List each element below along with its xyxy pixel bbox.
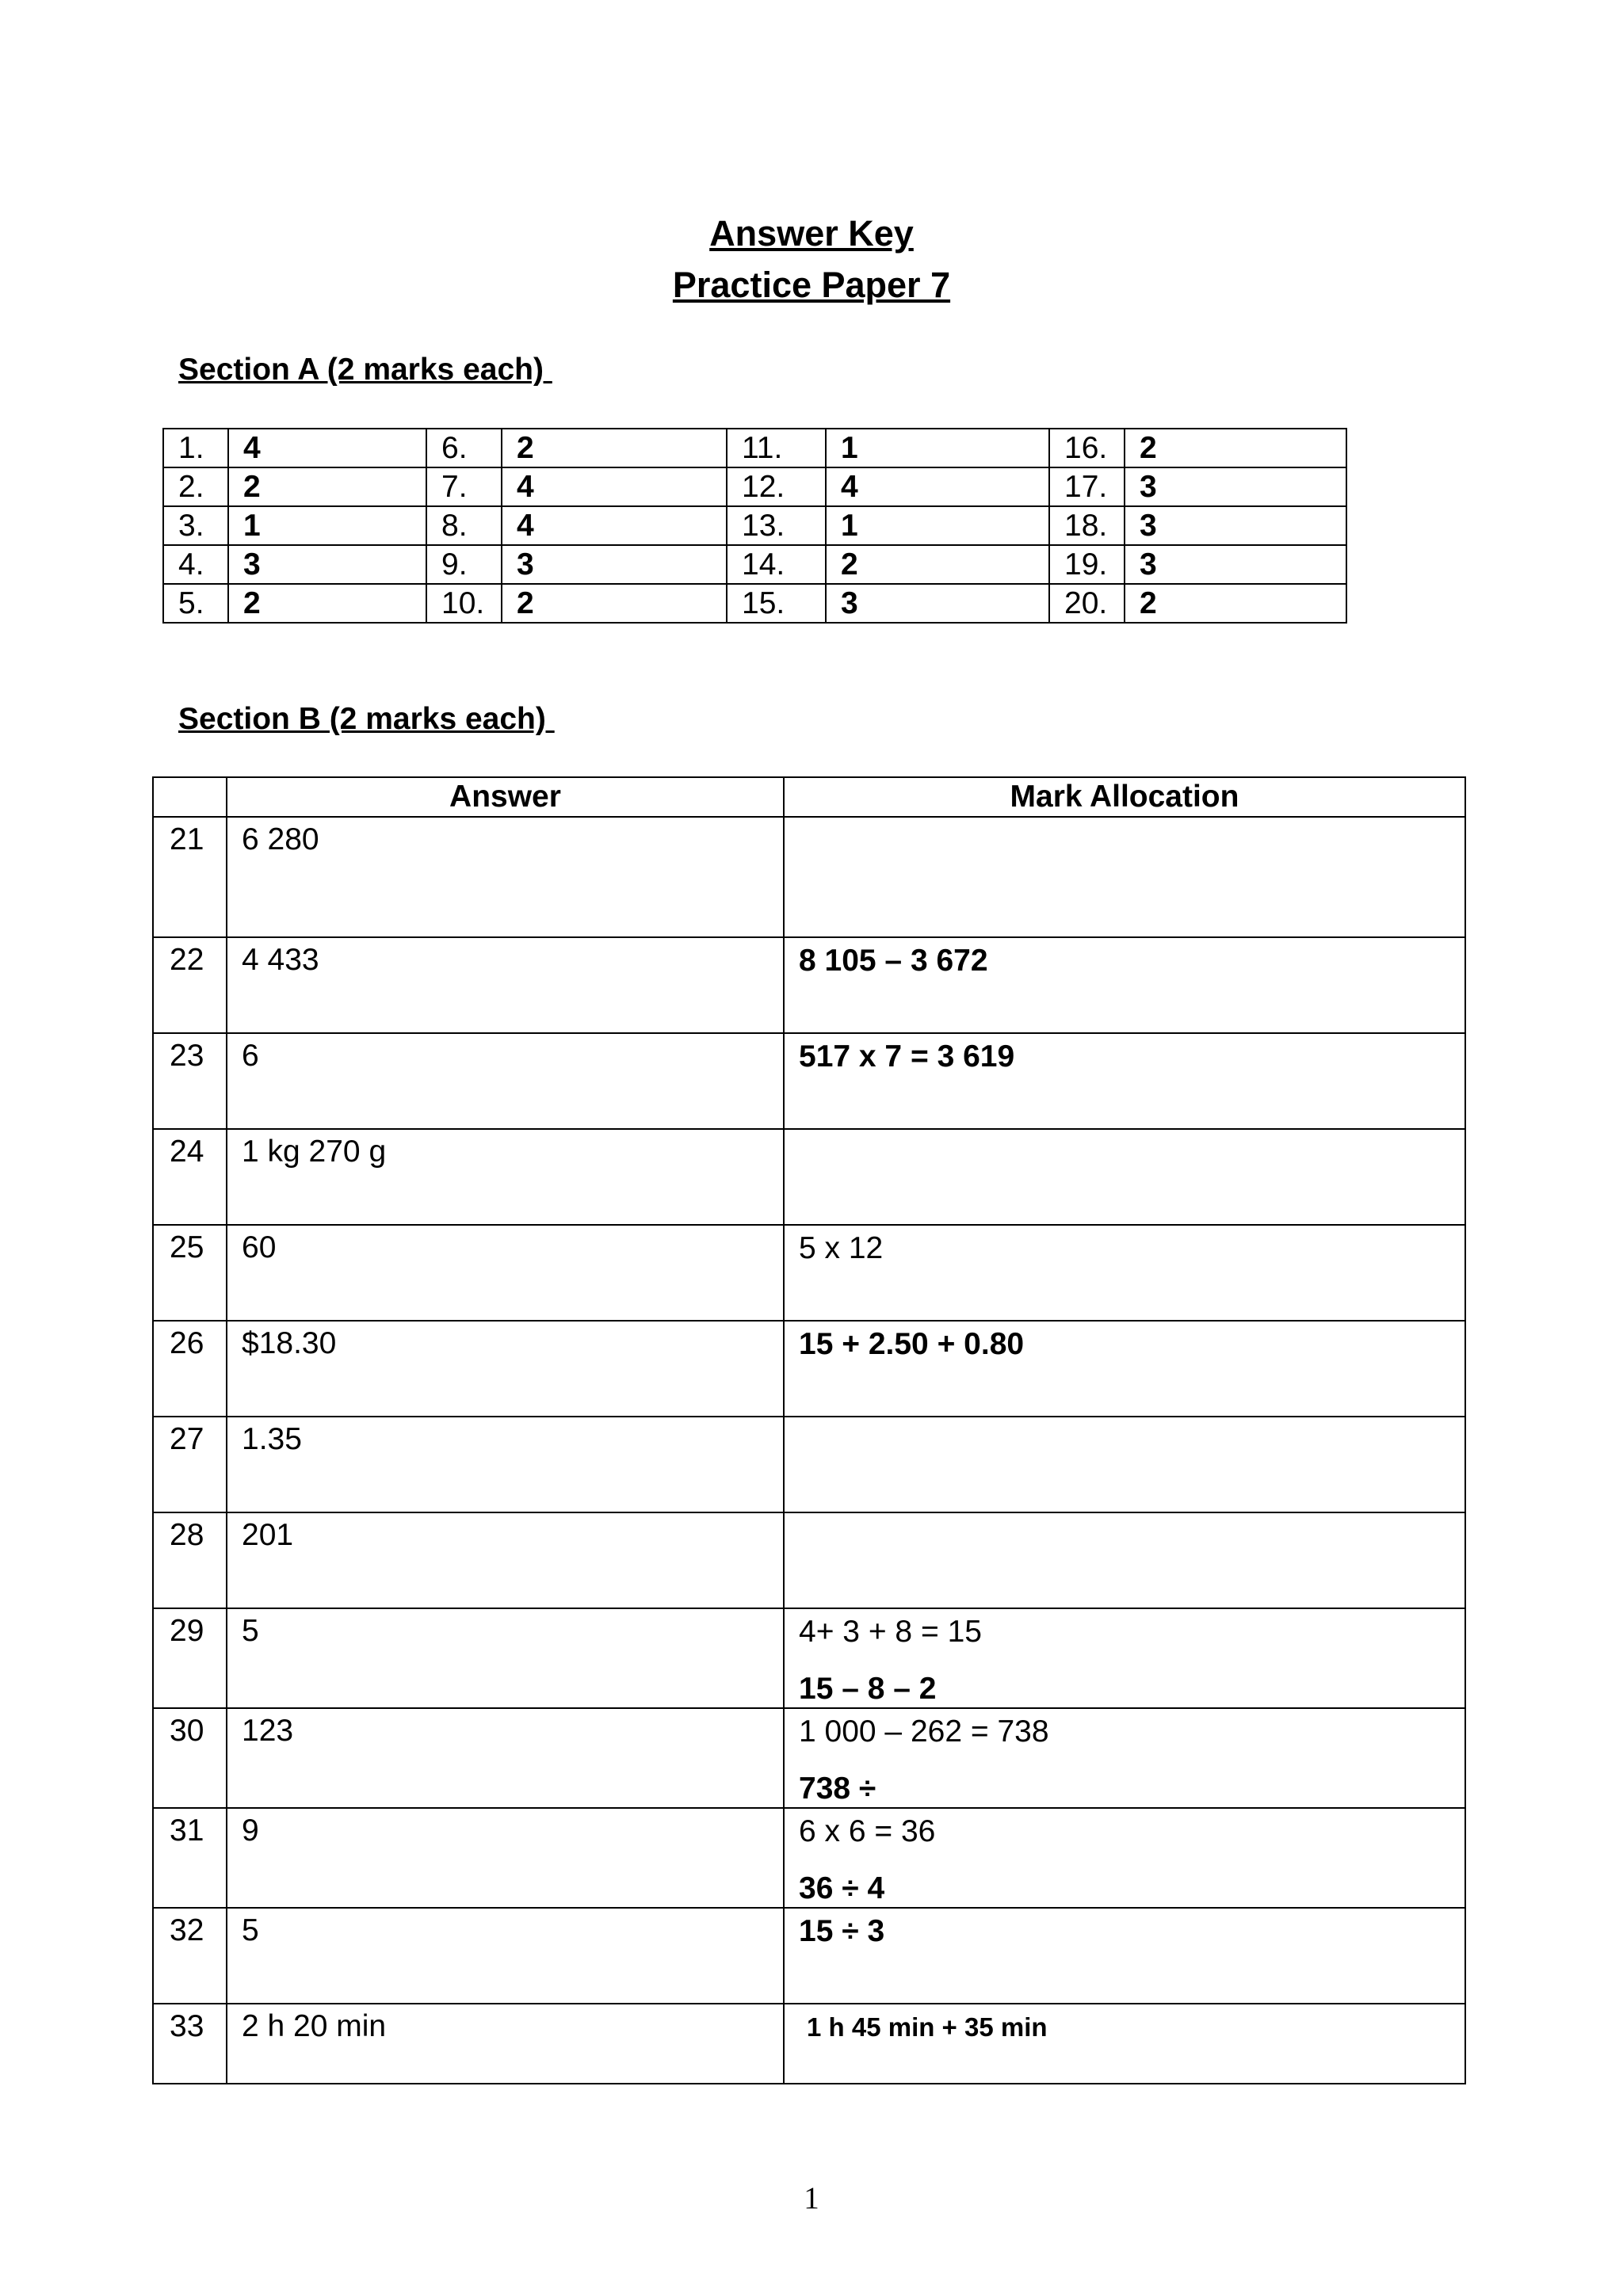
mark-allocation-cell [784,1908,1465,2004]
question-number: 26 [153,1321,227,1417]
working-line: 8 105 – 3 672 [799,944,988,978]
table-row [153,1033,1465,1129]
question-number: 21 [153,817,227,937]
table-row [163,506,1346,545]
working-line: 6 x 6 = 36 [799,1814,936,1848]
mark-allocation-cell [784,2004,1465,2084]
table-row [153,1808,1465,1908]
mark-allocation-cell [784,1321,1465,1417]
question-number: 5. [163,584,228,623]
answer-value: 1 [826,506,1049,545]
question-number: 15. [727,584,826,623]
mark-allocation-cell [784,1708,1465,1808]
question-number: 6. [426,429,502,467]
question-number: 9. [426,545,502,584]
answer-value: 2 [228,467,426,506]
answer-value: 1 [826,429,1049,467]
answer-cell: 2 h 20 min [227,2004,784,2084]
question-number: 3. [163,506,228,545]
working-line: 15 – 8 – 2 [799,1672,937,1706]
question-number: 4. [163,545,228,584]
question-number: 17. [1049,467,1125,506]
answer-value: 2 [228,584,426,623]
question-number: 16. [1049,429,1125,467]
section-b-heading: Section B (2 marks each) [178,702,555,736]
answer-cell: 6 280 [227,817,784,937]
answer-cell: 6 [227,1033,784,1129]
mark-allocation-column-header: Mark Allocation [784,777,1465,817]
answer-cell: 1 kg 270 g [227,1129,784,1225]
answer-value: 4 [826,467,1049,506]
table-row [163,545,1346,584]
mark-allocation-cell [784,1608,1465,1708]
section-a-heading: Section A (2 marks each) [178,353,552,387]
mark-allocation-cell [784,1808,1465,1908]
table-row [153,1321,1465,1417]
table-row [153,2004,1465,2084]
table-row [153,1417,1465,1512]
question-number: 31 [153,1808,227,1908]
question-number: 1. [163,429,228,467]
answer-value: 1 [228,506,426,545]
question-number: 2. [163,467,228,506]
answer-cell: 123 [227,1708,784,1808]
question-number: 10. [426,584,502,623]
answer-cell: 9 [227,1808,784,1908]
answer-value: 2 [502,584,727,623]
answer-value: 3 [826,584,1049,623]
answer-value: 3 [228,545,426,584]
mark-allocation-cell [784,937,1465,1033]
working-line: 1 h 45 min + 35 min [807,2012,1048,2042]
question-number: 25 [153,1225,227,1321]
page-title: Answer Key [709,213,914,254]
mark-allocation-cell [784,1417,1465,1512]
table-header-row [153,777,1465,817]
answer-value: 4 [228,429,426,467]
working-line: 15 + 2.50 + 0.80 [799,1327,1025,1361]
question-number: 29 [153,1608,227,1708]
mark-allocation-cell [784,1225,1465,1321]
table-row [153,1708,1465,1808]
answer-cell: 4 433 [227,937,784,1033]
answer-value: 2 [826,545,1049,584]
table-row [153,1512,1465,1608]
answer-value: 4 [502,467,727,506]
question-number: 32 [153,1908,227,2004]
answer-value: 4 [502,506,727,545]
answer-cell: 1.35 [227,1417,784,1512]
answer-column-header: Answer [227,777,784,817]
question-number: 24 [153,1129,227,1225]
question-number: 19. [1049,545,1125,584]
table-row [153,1908,1465,2004]
question-number: 11. [727,429,826,467]
answer-value: 3 [1125,467,1346,506]
section-b-table [152,776,1466,2084]
table-row [153,937,1465,1033]
question-number: 14. [727,545,826,584]
answer-value: 3 [1125,506,1346,545]
question-number: 23 [153,1033,227,1129]
question-number: 22 [153,937,227,1033]
answer-cell: $18.30 [227,1321,784,1417]
mark-allocation-cell [784,1129,1465,1225]
question-number: 18. [1049,506,1125,545]
table-row [163,429,1346,467]
question-number: 33 [153,2004,227,2084]
table-row [153,1608,1465,1708]
question-column-header [153,777,227,817]
mark-allocation-cell [784,1033,1465,1129]
working-line: 15 ÷ 3 [799,1914,885,1948]
question-number: 8. [426,506,502,545]
question-number: 7. [426,467,502,506]
question-number: 28 [153,1512,227,1608]
answer-cell: 5 [227,1608,784,1708]
working-line: 36 ÷ 4 [799,1871,885,1905]
question-number: 30 [153,1708,227,1808]
working-line: 517 x 7 = 3 619 [799,1039,1015,1074]
answer-cell: 60 [227,1225,784,1321]
answer-value: 3 [502,545,727,584]
question-number: 20. [1049,584,1125,623]
question-number: 12. [727,467,826,506]
section-a-table [162,428,1347,624]
page-subtitle: Practice Paper 7 [672,265,951,305]
table-row [153,1129,1465,1225]
working-line: 5 x 12 [799,1231,884,1265]
mark-allocation-cell [784,1512,1465,1608]
answer-cell: 5 [227,1908,784,2004]
question-number: 13. [727,506,826,545]
table-row [153,1225,1465,1321]
question-number: 27 [153,1417,227,1512]
table-row [163,584,1346,623]
answer-value: 3 [1125,545,1346,584]
page-number: 1 [804,2181,819,2215]
answer-cell: 201 [227,1512,784,1608]
working-line: 4+ 3 + 8 = 15 [799,1615,982,1649]
working-line: 738 ÷ [799,1772,876,1806]
table-row [153,817,1465,937]
table-row [163,467,1346,506]
answer-value: 2 [1125,584,1346,623]
mark-allocation-cell [784,817,1465,937]
working-line: 1 000 – 262 = 738 [799,1714,1049,1749]
answer-value: 2 [502,429,727,467]
answer-value: 2 [1125,429,1346,467]
